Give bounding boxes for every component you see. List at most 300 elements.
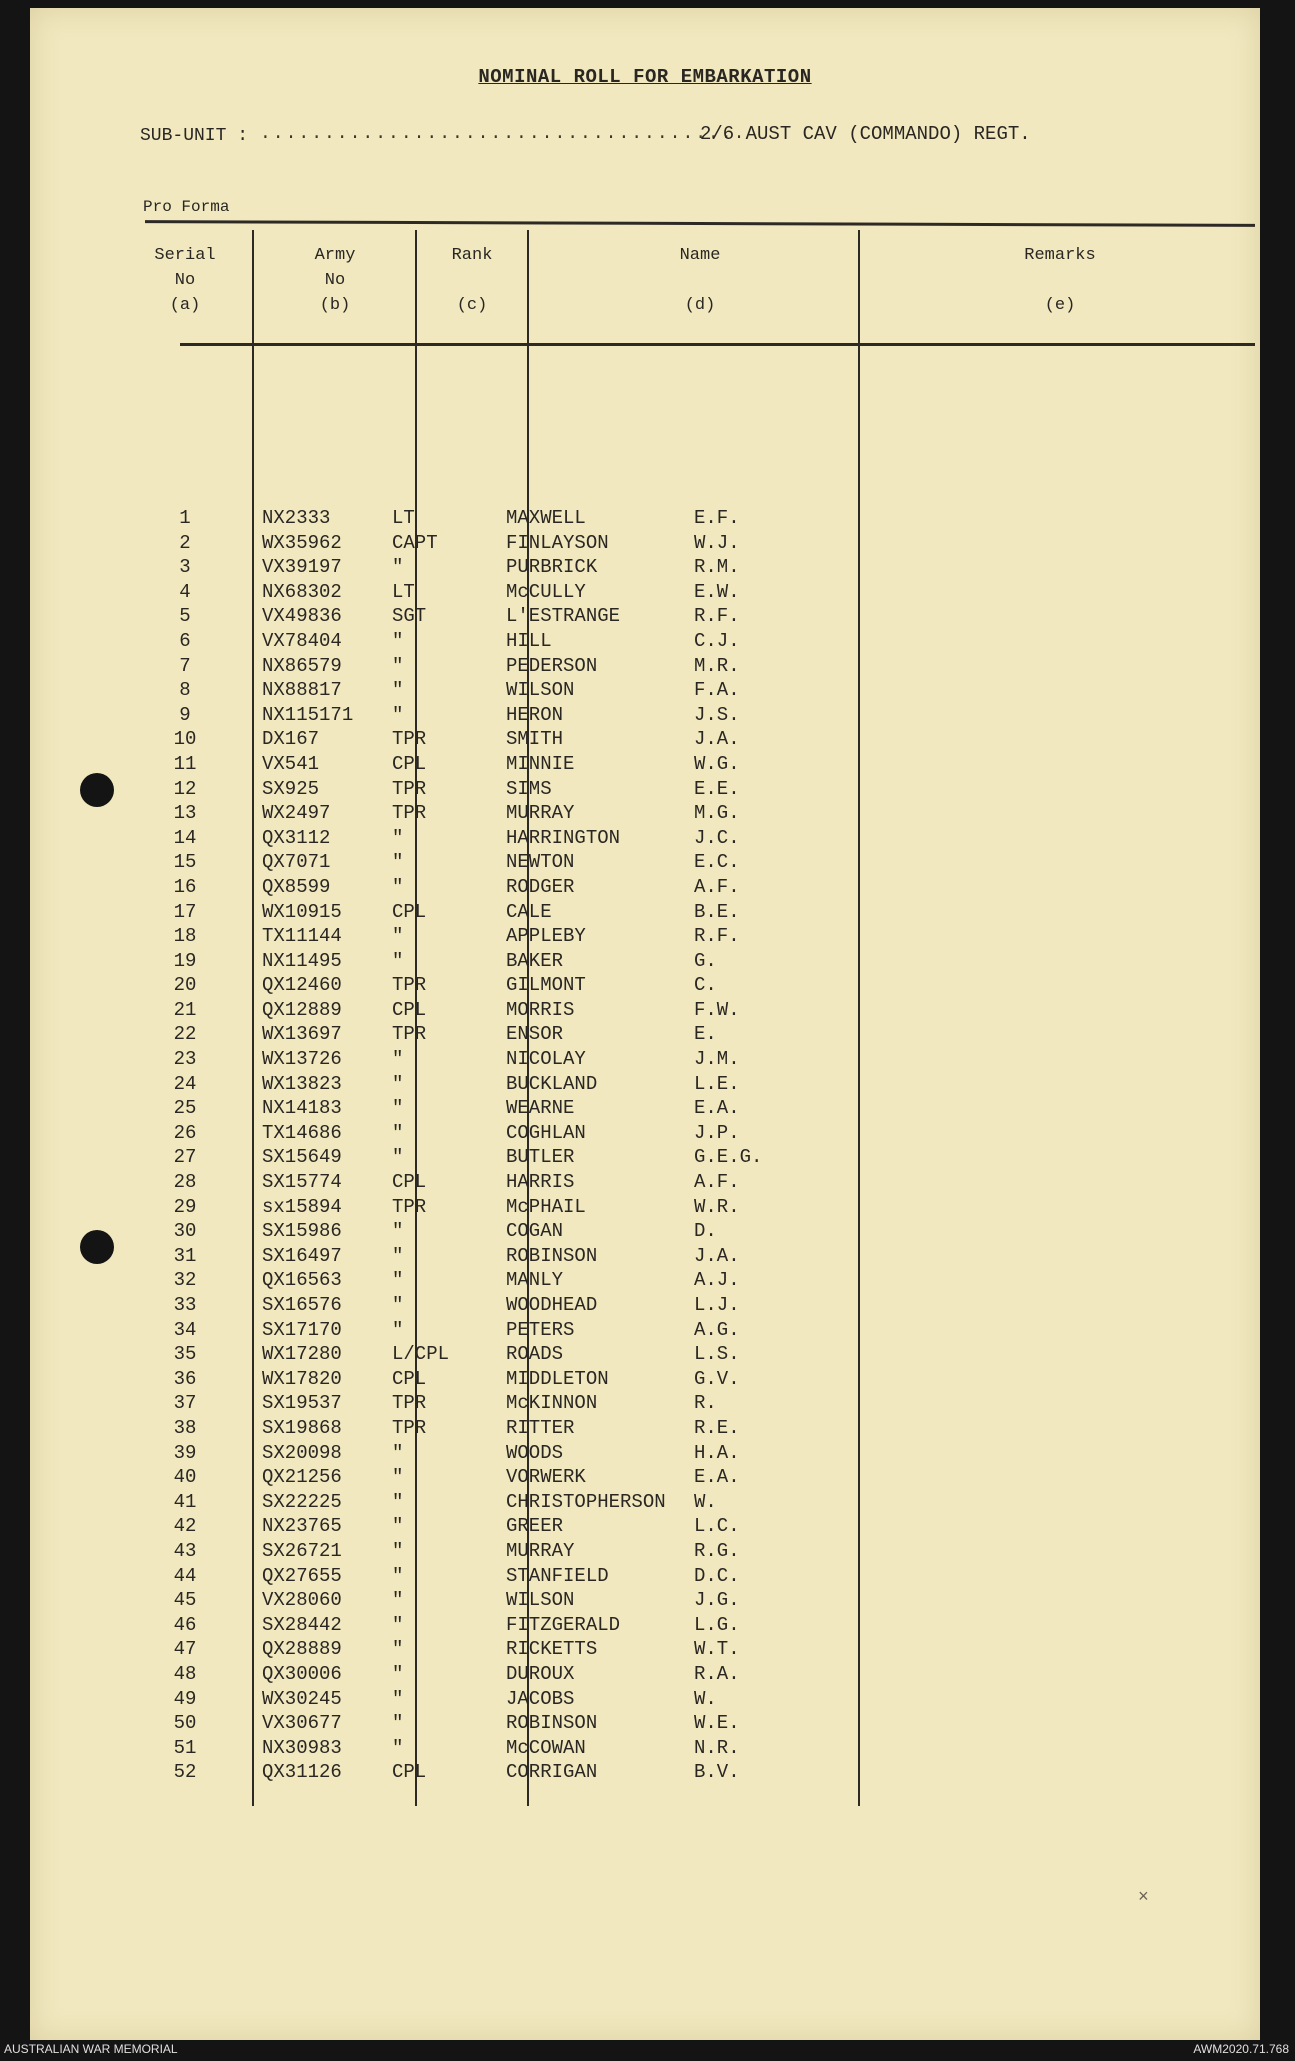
initials: W.R. bbox=[694, 1195, 740, 1218]
table-row bbox=[30, 801, 1260, 826]
rank: " bbox=[392, 654, 404, 677]
rank: L/CPL bbox=[392, 1343, 450, 1366]
serial-number: 15 bbox=[173, 851, 197, 874]
surname: COGHLAN bbox=[506, 1121, 586, 1144]
rank: " bbox=[392, 949, 404, 972]
table-row bbox=[30, 1441, 1260, 1466]
serial-number: 51 bbox=[173, 1736, 197, 1759]
document-page bbox=[30, 8, 1260, 2040]
serial-number: 29 bbox=[173, 1195, 197, 1218]
rank: " bbox=[392, 1490, 404, 1513]
rank: TPR bbox=[392, 1392, 427, 1415]
surname: McPHAIL bbox=[506, 1195, 586, 1218]
rank: " bbox=[392, 1441, 404, 1464]
initials: E.A. bbox=[694, 1466, 740, 1489]
serial-number: 25 bbox=[173, 1097, 197, 1120]
column-header-remarks: Remarks (e) bbox=[1024, 246, 1096, 315]
initials: R.A. bbox=[694, 1662, 740, 1685]
rank: " bbox=[392, 1589, 404, 1612]
rank: " bbox=[392, 1146, 404, 1169]
initials: L.C. bbox=[694, 1515, 740, 1538]
initials: A.J. bbox=[694, 1269, 740, 1292]
army-number: NX11495 bbox=[262, 949, 342, 972]
army-number: WX17280 bbox=[262, 1343, 342, 1366]
table-row bbox=[30, 1318, 1260, 1343]
army-number: SX15774 bbox=[262, 1171, 342, 1194]
surname: WILSON bbox=[506, 679, 575, 702]
army-number: SX15986 bbox=[262, 1220, 342, 1243]
surname: WILSON bbox=[506, 1589, 575, 1612]
serial-number: 17 bbox=[173, 900, 197, 923]
serial-number: 8 bbox=[179, 679, 191, 702]
initials: J.G. bbox=[694, 1589, 740, 1612]
rank: " bbox=[392, 1048, 404, 1071]
initials: F.A. bbox=[694, 679, 740, 702]
surname: L'ESTRANGE bbox=[506, 605, 621, 628]
initials: E.C. bbox=[694, 851, 740, 874]
initials: N.R. bbox=[694, 1736, 740, 1759]
rank: CPL bbox=[392, 1367, 427, 1390]
rank: CPL bbox=[392, 1171, 427, 1194]
initials: J.C. bbox=[694, 826, 740, 849]
initials: R.M. bbox=[694, 556, 740, 579]
table-row bbox=[30, 1195, 1260, 1220]
serial-number: 44 bbox=[173, 1564, 197, 1587]
rank: TPR bbox=[392, 777, 427, 800]
army-number: QX12889 bbox=[262, 998, 342, 1021]
table-row bbox=[30, 1760, 1260, 1785]
serial-number: 9 bbox=[179, 703, 191, 726]
rank: " bbox=[392, 556, 404, 579]
serial-number: 5 bbox=[179, 605, 191, 628]
army-number: QX27655 bbox=[262, 1564, 342, 1587]
rank: CPL bbox=[392, 1761, 427, 1784]
surname: SMITH bbox=[506, 728, 564, 751]
rank: " bbox=[392, 1736, 404, 1759]
serial-number: 48 bbox=[173, 1662, 197, 1685]
army-number: VX78404 bbox=[262, 629, 342, 652]
serial-number: 30 bbox=[173, 1220, 197, 1243]
table-row bbox=[30, 506, 1260, 531]
army-number: NX115171 bbox=[262, 703, 354, 726]
rank: " bbox=[392, 1539, 404, 1562]
serial-number: 41 bbox=[173, 1490, 197, 1513]
rank: " bbox=[392, 1294, 404, 1316]
surname: GILMONT bbox=[506, 974, 586, 997]
initials: M.G. bbox=[694, 802, 740, 825]
rank: TPR bbox=[392, 1416, 427, 1439]
serial-number: 45 bbox=[173, 1589, 197, 1612]
serial-number: 23 bbox=[173, 1048, 197, 1071]
surname: MURRAY bbox=[506, 1539, 575, 1562]
serial-number: 49 bbox=[173, 1687, 197, 1710]
initials: C. bbox=[694, 974, 717, 997]
surname: WEARNE bbox=[506, 1097, 575, 1120]
table-row bbox=[30, 900, 1260, 925]
army-number: NX68302 bbox=[262, 580, 342, 603]
table-row bbox=[30, 1342, 1260, 1367]
army-number: SX22225 bbox=[262, 1490, 342, 1513]
initials: M.R. bbox=[694, 654, 740, 677]
army-number: NX2333 bbox=[262, 507, 331, 529]
rank: " bbox=[392, 1515, 404, 1538]
rank: " bbox=[392, 826, 404, 849]
table-row bbox=[30, 875, 1260, 900]
serial-number: 34 bbox=[173, 1318, 197, 1341]
initials: E.W. bbox=[694, 580, 740, 603]
footer-reference: AWM2020.71.768 bbox=[1193, 2042, 1289, 2056]
table-row bbox=[30, 1662, 1260, 1687]
surname: STANFIELD bbox=[506, 1564, 609, 1587]
army-number: NX86579 bbox=[262, 654, 342, 677]
surname: FITZGERALD bbox=[506, 1613, 621, 1636]
rank: CPL bbox=[392, 900, 427, 923]
initials: R.F. bbox=[694, 605, 740, 628]
rank: " bbox=[392, 1687, 404, 1710]
rank: TPR bbox=[392, 1023, 427, 1046]
initials: R.G. bbox=[694, 1539, 740, 1562]
footer-credit: AUSTRALIAN WAR MEMORIAL bbox=[4, 2042, 178, 2056]
table-row bbox=[30, 580, 1260, 605]
table-row bbox=[30, 1736, 1260, 1761]
rank: " bbox=[392, 1097, 404, 1120]
initials: R.F. bbox=[694, 925, 740, 948]
initials: R.E. bbox=[694, 1416, 740, 1439]
serial-number: 28 bbox=[173, 1171, 197, 1194]
table-row bbox=[30, 1293, 1260, 1318]
table-row bbox=[30, 531, 1260, 556]
column-header-army-no: Army No (b) bbox=[314, 246, 356, 315]
table-row bbox=[30, 1490, 1260, 1515]
initials: E.E. bbox=[694, 777, 740, 800]
subunit-value: 2/6 AUST CAV (COMMANDO) REGT. bbox=[700, 123, 1031, 145]
rank: " bbox=[392, 1244, 404, 1267]
table-row bbox=[30, 1047, 1260, 1072]
rank: " bbox=[392, 1220, 404, 1243]
surname: GREER bbox=[506, 1515, 564, 1538]
serial-number: 1 bbox=[179, 507, 191, 529]
serial-number: 11 bbox=[173, 752, 197, 775]
table-row bbox=[30, 973, 1260, 998]
serial-number: 21 bbox=[173, 998, 197, 1021]
surname: MANLY bbox=[506, 1269, 564, 1292]
surname: MURRAY bbox=[506, 802, 575, 825]
table-row bbox=[30, 604, 1260, 629]
initials: L.E. bbox=[694, 1072, 740, 1095]
surname: HILL bbox=[506, 629, 552, 652]
army-number: SX16576 bbox=[262, 1294, 342, 1316]
serial-number: 4 bbox=[179, 580, 191, 603]
serial-number: 42 bbox=[173, 1515, 197, 1538]
pro-forma-label: Pro Forma bbox=[143, 198, 230, 216]
table-row bbox=[30, 1268, 1260, 1293]
table-row bbox=[30, 629, 1260, 654]
table-row bbox=[30, 727, 1260, 752]
surname: BUTLER bbox=[506, 1146, 575, 1169]
subunit-dotted-leader: ...................................... bbox=[260, 124, 747, 144]
rank: SGT bbox=[392, 605, 427, 628]
document-title: NOMINAL ROLL FOR EMBARKATION bbox=[478, 66, 812, 88]
initials: B.E. bbox=[694, 900, 740, 923]
table-row bbox=[30, 1391, 1260, 1416]
surname: VORWERK bbox=[506, 1466, 586, 1489]
table-row bbox=[30, 1637, 1260, 1662]
surname: BAKER bbox=[506, 949, 564, 972]
army-number: SX17170 bbox=[262, 1318, 342, 1341]
surname: RICKETTS bbox=[506, 1638, 598, 1661]
army-number: QX28889 bbox=[262, 1638, 342, 1661]
serial-number: 50 bbox=[173, 1712, 197, 1735]
serial-number: 47 bbox=[173, 1638, 197, 1661]
army-number: QX8599 bbox=[262, 875, 331, 898]
initials: G.V. bbox=[694, 1367, 740, 1390]
army-number: WX13726 bbox=[262, 1048, 342, 1071]
army-number: WX10915 bbox=[262, 900, 342, 923]
army-number: WX13697 bbox=[262, 1023, 342, 1046]
rank: TPR bbox=[392, 728, 427, 751]
table-row bbox=[30, 1711, 1260, 1736]
rank: " bbox=[392, 629, 404, 652]
serial-number: 18 bbox=[173, 925, 197, 948]
roll-table-body bbox=[30, 506, 1260, 1785]
surname: PEDERSON bbox=[506, 654, 598, 677]
initials: G.E.G. bbox=[694, 1146, 763, 1169]
table-row bbox=[30, 1219, 1260, 1244]
table-row bbox=[30, 924, 1260, 949]
army-number: SX19868 bbox=[262, 1416, 342, 1439]
initials: L.J. bbox=[694, 1294, 740, 1316]
initials: E.A. bbox=[694, 1097, 740, 1120]
serial-number: 33 bbox=[173, 1294, 197, 1316]
army-number: WX13823 bbox=[262, 1072, 342, 1095]
serial-number: 24 bbox=[173, 1072, 197, 1095]
surname: CALE bbox=[506, 900, 552, 923]
army-number: VX541 bbox=[262, 752, 320, 775]
army-number: QX31126 bbox=[262, 1761, 342, 1784]
initials: J.P. bbox=[694, 1121, 740, 1144]
rank: " bbox=[392, 875, 404, 898]
army-number: VX28060 bbox=[262, 1589, 342, 1612]
army-number: TX14686 bbox=[262, 1121, 342, 1144]
serial-number: 40 bbox=[173, 1466, 197, 1489]
surname: MAXWELL bbox=[506, 507, 586, 529]
table-row bbox=[30, 850, 1260, 875]
initials: W. bbox=[694, 1687, 717, 1710]
serial-number: 39 bbox=[173, 1441, 197, 1464]
serial-number: 7 bbox=[179, 654, 191, 677]
initials: W.T. bbox=[694, 1638, 740, 1661]
surname: NEWTON bbox=[506, 851, 575, 874]
rank: " bbox=[392, 851, 404, 874]
serial-number: 46 bbox=[173, 1613, 197, 1636]
army-number: SX20098 bbox=[262, 1441, 342, 1464]
army-number: SX16497 bbox=[262, 1244, 342, 1267]
initials: D.C. bbox=[694, 1564, 740, 1587]
table-row bbox=[30, 998, 1260, 1023]
surname: McCOWAN bbox=[506, 1736, 586, 1759]
initials: R. bbox=[694, 1392, 717, 1415]
army-number: SX15649 bbox=[262, 1146, 342, 1169]
surname: DUROUX bbox=[506, 1662, 575, 1685]
army-number: NX14183 bbox=[262, 1097, 342, 1120]
initials: W. bbox=[694, 1490, 717, 1513]
surname: MINNIE bbox=[506, 752, 575, 775]
rank: LT bbox=[392, 507, 415, 529]
rank: TPR bbox=[392, 974, 427, 997]
serial-number: 37 bbox=[173, 1392, 197, 1415]
serial-number: 12 bbox=[173, 777, 197, 800]
army-number: WX30245 bbox=[262, 1687, 342, 1710]
initials: A.G. bbox=[694, 1318, 740, 1341]
serial-number: 27 bbox=[173, 1146, 197, 1169]
army-number: DX167 bbox=[262, 728, 320, 751]
army-number: QX21256 bbox=[262, 1466, 342, 1489]
army-number: WX17820 bbox=[262, 1367, 342, 1390]
initials: C.J. bbox=[694, 629, 740, 652]
surname: NICOLAY bbox=[506, 1048, 586, 1071]
initials: J.A. bbox=[694, 1244, 740, 1267]
army-number: NX88817 bbox=[262, 679, 342, 702]
surname: SIMS bbox=[506, 777, 552, 800]
table-row bbox=[30, 1121, 1260, 1146]
rank: " bbox=[392, 1712, 404, 1735]
surname: BUCKLAND bbox=[506, 1072, 598, 1095]
army-number: SX26721 bbox=[262, 1539, 342, 1562]
subunit-label: SUB-UNIT : bbox=[140, 126, 249, 146]
table-row bbox=[30, 777, 1260, 802]
surname: HARRIS bbox=[506, 1171, 575, 1194]
serial-number: 35 bbox=[173, 1343, 197, 1366]
army-number: VX39197 bbox=[262, 556, 342, 579]
army-number: SX19537 bbox=[262, 1392, 342, 1415]
rank: " bbox=[392, 679, 404, 702]
rank: " bbox=[392, 1121, 404, 1144]
serial-number: 20 bbox=[173, 974, 197, 997]
surname: CORRIGAN bbox=[506, 1761, 598, 1784]
rank: " bbox=[392, 1318, 404, 1341]
initials: L.S. bbox=[694, 1343, 740, 1366]
surname: ROBINSON bbox=[506, 1244, 598, 1267]
surname: RITTER bbox=[506, 1416, 575, 1439]
surname: ROBINSON bbox=[506, 1712, 598, 1735]
surname: APPLEBY bbox=[506, 925, 586, 948]
surname: ROADS bbox=[506, 1343, 564, 1366]
initials: G. bbox=[694, 949, 717, 972]
serial-number: 14 bbox=[173, 826, 197, 849]
table-row bbox=[30, 1564, 1260, 1589]
surname: RODGER bbox=[506, 875, 575, 898]
initials: L.G. bbox=[694, 1613, 740, 1636]
table-row bbox=[30, 1613, 1260, 1638]
table-row bbox=[30, 1072, 1260, 1097]
serial-number: 13 bbox=[173, 802, 197, 825]
army-number: NX30983 bbox=[262, 1736, 342, 1759]
table-row bbox=[30, 949, 1260, 974]
initials: J.S. bbox=[694, 703, 740, 726]
army-number: QX12460 bbox=[262, 974, 342, 997]
table-row bbox=[30, 1416, 1260, 1441]
table-row bbox=[30, 1022, 1260, 1047]
serial-number: 22 bbox=[173, 1023, 197, 1046]
column-header-rank: Rank (c) bbox=[451, 246, 493, 315]
initials: J.M. bbox=[694, 1048, 740, 1071]
initials: E.F. bbox=[694, 507, 740, 529]
surname: WOODHEAD bbox=[506, 1294, 598, 1316]
army-number: VX30677 bbox=[262, 1712, 342, 1735]
table-row bbox=[30, 654, 1260, 679]
table-row bbox=[30, 1244, 1260, 1269]
header-bottom-rule bbox=[180, 343, 1255, 346]
initials: B.V. bbox=[694, 1761, 740, 1784]
rank: " bbox=[392, 1072, 404, 1095]
army-number: NX23765 bbox=[262, 1515, 342, 1538]
table-row bbox=[30, 1145, 1260, 1170]
serial-number: 32 bbox=[173, 1269, 197, 1292]
pencil-cross-mark: × bbox=[1138, 1888, 1149, 1908]
table-row bbox=[30, 703, 1260, 728]
surname: MIDDLETON bbox=[506, 1367, 609, 1390]
serial-number: 10 bbox=[173, 728, 197, 751]
surname: CHRISTOPHERSON bbox=[506, 1490, 666, 1513]
surname: HERON bbox=[506, 703, 564, 726]
table-row bbox=[30, 1367, 1260, 1392]
initials: E. bbox=[694, 1023, 717, 1046]
table-row bbox=[30, 826, 1260, 851]
table-row bbox=[30, 1687, 1260, 1712]
army-number: QX30006 bbox=[262, 1662, 342, 1685]
rank: " bbox=[392, 1613, 404, 1636]
army-number: SX28442 bbox=[262, 1613, 342, 1636]
table-row bbox=[30, 1588, 1260, 1613]
initials: A.F. bbox=[694, 875, 740, 898]
surname: JACOBS bbox=[506, 1687, 575, 1710]
rank: " bbox=[392, 1466, 404, 1489]
serial-number: 16 bbox=[173, 875, 197, 898]
army-number: QX3112 bbox=[262, 826, 331, 849]
army-number: VX49836 bbox=[262, 605, 342, 628]
rank: CPL bbox=[392, 752, 427, 775]
table-row bbox=[30, 752, 1260, 777]
initials: H.A. bbox=[694, 1441, 740, 1464]
rank: " bbox=[392, 703, 404, 726]
column-header-serial: Serial No (a) bbox=[154, 246, 216, 315]
army-number: WX2497 bbox=[262, 802, 331, 825]
army-number: SX925 bbox=[262, 777, 320, 800]
initials: W.E. bbox=[694, 1712, 740, 1735]
army-number: TX11144 bbox=[262, 925, 342, 948]
rank: " bbox=[392, 1662, 404, 1685]
surname: McCULLY bbox=[506, 580, 586, 603]
table-row bbox=[30, 678, 1260, 703]
initials: A.F. bbox=[694, 1171, 740, 1194]
surname: PETERS bbox=[506, 1318, 575, 1341]
rank: CPL bbox=[392, 998, 427, 1021]
table-row bbox=[30, 1514, 1260, 1539]
surname: MORRIS bbox=[506, 998, 575, 1021]
table-row bbox=[30, 1465, 1260, 1490]
army-number: QX16563 bbox=[262, 1269, 342, 1292]
rank: " bbox=[392, 1564, 404, 1587]
initials: D. bbox=[694, 1220, 717, 1243]
initials: W.J. bbox=[694, 531, 740, 554]
rank: LT bbox=[392, 580, 415, 603]
serial-number: 3 bbox=[179, 556, 191, 579]
surname: WOODS bbox=[506, 1441, 564, 1464]
initials: J.A. bbox=[694, 728, 740, 751]
serial-number: 26 bbox=[173, 1121, 197, 1144]
army-number: sx15894 bbox=[262, 1195, 342, 1218]
table-row bbox=[30, 1170, 1260, 1195]
